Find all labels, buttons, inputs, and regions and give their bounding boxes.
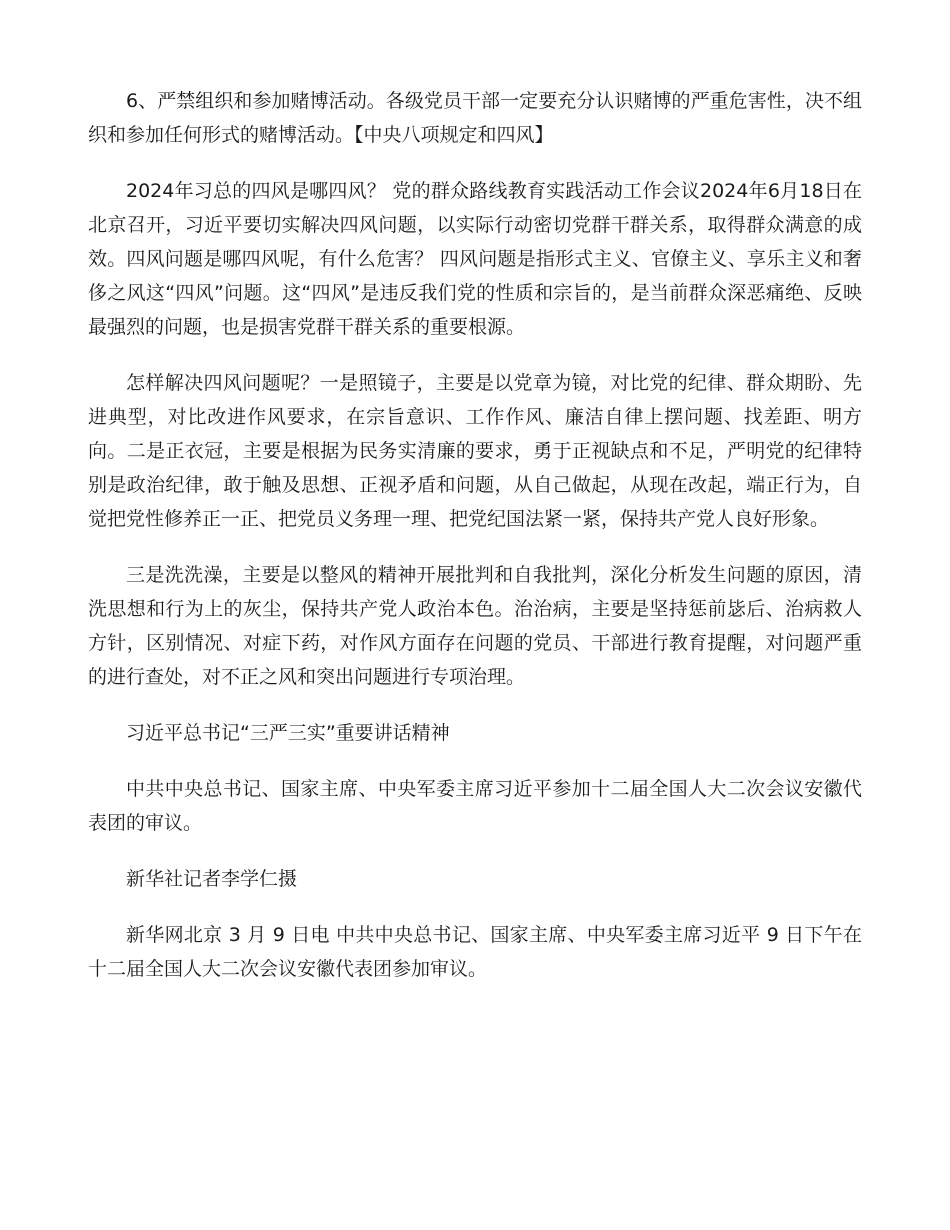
paragraph-solve-four-winds: 怎样解决四风问题呢？一是照镜子，主要是以党章为镜，对比党的纪律、群众期盼、先进典型，对比改进作风要求，在宗旨意识、工作作风、廉洁自律上摆问题、找差距、明方向。二是正衣冠，主要是根据为民务实清廉的要求，勇于正视缺点和不足，严明党的纪律特别是政治纪律，敢于触及思想、正视矛盾和问题，从自己做起，从现在改起，端正行为，自觉把党性修养正一正、把党员义务理一理、把党纪国法紧一紧，保持共产党人良好形象。: [88, 372, 862, 530]
paragraph-wash-and-cure: 三是洗洗澡，主要是以整风的精神开展批判和自我批判，深化分析发生问题的原因，清洗思想和行为上的灰尘，保持共产党人政治本色。治治病，主要是坚持惩前毖后、治病救人方针，区别情况、对症下药，对作风方面存在问题的党员、干部进行教育提醒，对问题严重的进行查处，对不正之风和突出问题进行专项治理。: [88, 564, 862, 688]
paragraph-four-winds-definition: 2024年习总的四风是哪四风？ 党的群众路线教育实践活动工作会议2024年6月18日在北京召开，习近平要切实解决四风问题，以实际行动密切党群干群关系，取得群众满意的成效。四风问题是哪四风呢，有什么危害？ 四风问题是指形式主义、官僚主义、享乐主义和奢侈之风这“四风”问题。这“四风”是违反我们党的性质和宗旨的，是当前群众深恶痛绝、反映最强烈的问题，也是损害党群干群关系的重要根源。: [88, 180, 862, 338]
document-page: [88, 84, 862, 1008]
paragraph-heading-three-stricts: 习近平总书记“三严三实”重要讲话精神: [126, 722, 450, 744]
paragraph-xinhua-report: 新华网北京 3 月 9 日电 中共中央总书记、国家主席、中央军委主席习近平 9 日下午在十二届全国人大二次会议安徽代表团参加审议。: [88, 924, 862, 980]
paragraph-gambling-ban: 6、严禁组织和参加赌博活动。各级党员干部一定要充分认识赌博的严重危害性，决不组织和参加任何形式的赌博活动。【中央八项规定和四风】: [88, 90, 862, 146]
paragraph-anhui-delegation: 中共中央总书记、国家主席、中央军委主席习近平参加十二届全国人大二次会议安徽代表团的审议。: [88, 778, 862, 834]
paragraph-photo-credit: 新华社记者李学仁摄: [126, 868, 298, 890]
